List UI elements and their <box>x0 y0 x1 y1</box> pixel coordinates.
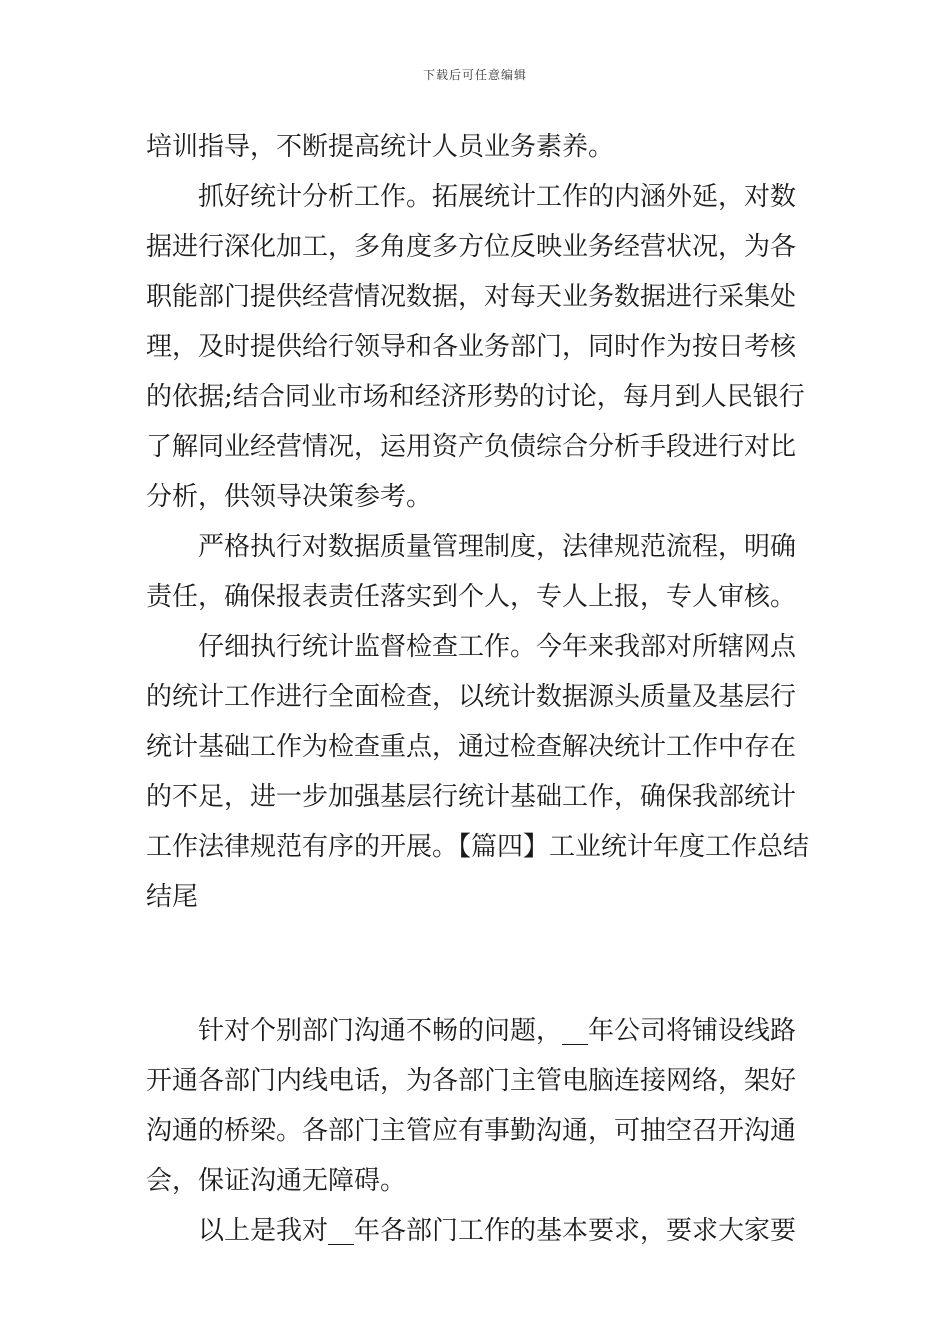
paragraph-gap <box>146 922 814 1006</box>
paragraph-2: 抓好统计分析工作。拓展统计工作的内涵外延，对数据进行深化加工，多角度多方位反映业务经营状况，为各职能部门提供经营情况数据，对每天业务数据进行采集处理，及时提供给行领导和各业务部门，同时作为按日考核的依据;结合同业市场和经济形势的讨论，每月到人民银行了解同业经营情况，运用资产负债综合分析手段进行对比分析，供领导决策参考。 <box>146 182 805 512</box>
paragraph-5: 针对个别部门沟通不畅的问题，__年公司将铺设线路开通各部门内线电话，为各部门主管电脑连接网络，架好沟通的桥梁。各部门主管应有事勤沟通，可抽空召开沟通会，保证沟通无障碍。 <box>146 1016 797 1196</box>
paragraph-3: 严格执行对数据质量管理制度，法律规范流程，明确责任，确保报表责任落实到个人，专人上报，专人审核。 <box>146 532 797 612</box>
paragraph-4: 仔细执行统计监督检查工作。今年来我部对所辖网点的统计工作进行全面检查，以统计数据源头质量及基层行统计基础工作为检查重点，通过检查解决统计工作中存在的不足，进一步加强基层行统计基础工作，确保我部统计工作法律规范有序的开展。【篇四】工业统计年度工作总结结尾 <box>146 632 810 912</box>
page-header-note: 下载后可任意编辑 <box>422 68 527 82</box>
document-body <box>146 122 814 1256</box>
paragraph-6: 以上是我对__年各部门工作的基本要求，要求大家要 <box>198 1216 797 1246</box>
paragraph-1: 培训指导，不断提高统计人员业务素养。 <box>146 132 615 162</box>
